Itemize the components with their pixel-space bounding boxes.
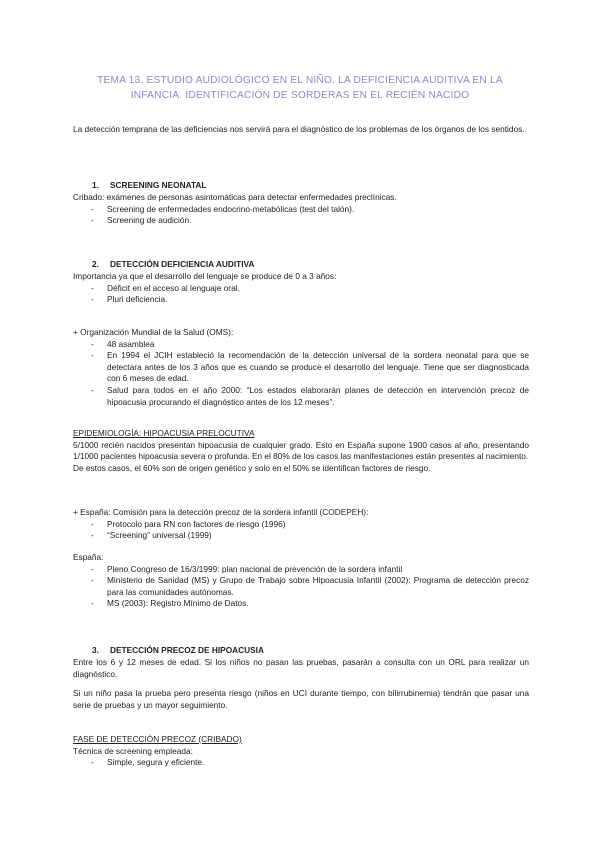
list-item: - Déficit en el acceso al lenguaje oral. xyxy=(91,282,240,293)
list-item: - Screening de enfermedades endocrino-metabólicas (test del talón). xyxy=(91,203,355,214)
bullet-dash: - xyxy=(91,338,94,349)
epidemiology-text: 5/1000 recién nacidos presentan hipoacusia de cualquier grado. Esto en España supone 1900 casos al año, presentando 1/1000 pacientes hipoacusia severa o profunda. En el 80% de los casos las manifestaciones están presentes al nacimiento. xyxy=(73,439,529,462)
epidemiology-heading: EPIDEMIOLOGÍA: HIPOACUSIA PRELOCUTIVA xyxy=(73,428,255,438)
bullet-dash: - xyxy=(91,530,94,541)
title-line-1: TEMA 13. ESTUDIO AUDIOLÓGICO EN EL NIÑO. LA DEFICIENCIA AUDITIVA EN LA xyxy=(97,75,503,86)
spain-lead: + España: Comisión para la detección precoz de la sordera infantil (CODEPEH): xyxy=(73,507,369,517)
list-item: - Pluri deficiencia. xyxy=(91,294,168,305)
list-item: - MS (2003): Registro Mínimo de Datos. xyxy=(91,598,249,609)
title-line-2: INFANCIA. IDENTIFICACIÓN DE SORDERAS EN EL RECIÉN NACIDO xyxy=(130,90,470,101)
espana-block xyxy=(73,552,529,610)
oms-block xyxy=(73,327,529,408)
spain-commission-block xyxy=(73,507,529,542)
section-3-heading xyxy=(92,645,264,657)
section-1-heading xyxy=(92,180,207,192)
bullet-dash: - xyxy=(91,384,94,395)
section-3-paragraph-1: Entre los 6 y 12 meses de edad. Si los niños no pasan las pruebas, pasarán a consulta con un ORL para realizar un diagnóstico. xyxy=(73,657,529,679)
intro-paragraph: La detección temprana de las deficiencias nos servirá para el diagnóstico de los problemas de los órganos de los sentidos. xyxy=(73,124,525,134)
bullet-dash: - xyxy=(91,350,94,361)
bullet-dash: - xyxy=(91,563,94,574)
section-1-lead: Cribado: exámenes de personas asintomáticas para detectar enfermedades preclínicas. xyxy=(73,192,397,202)
bullet-dash: - xyxy=(91,757,94,768)
section-2-body xyxy=(73,271,529,306)
bullet-dash: - xyxy=(91,203,94,214)
section-3-title: DETECCIÓN PRECOZ DE HIPOACUSIA xyxy=(110,645,264,655)
list-item: - En 1994 el JCIH estableció la recomendación de la detección universal de la sordera neonatal para que se detectara antes de los 3 años que es cuando se produce el desarrollo del lenguaje. Tiene que ser diagnosticada con 6 meses de edad. xyxy=(91,350,529,384)
bullet-dash: - xyxy=(91,598,94,609)
espana-label: España: xyxy=(73,552,104,562)
phase-lead: Técnica de screening empleada: xyxy=(73,745,193,756)
section-1-body xyxy=(73,192,529,227)
phase-block xyxy=(73,734,529,769)
section-2-number: 2. xyxy=(92,259,99,269)
section-2-title: DETECCIÓN DEFICIENCIA AUDITIVA xyxy=(110,259,255,269)
section-3-paragraph-2: Si un niño pasa la prueba pero presenta riesgo (niños en UCI durante tiempo, con bilirrubinemia) tendrán que pasar una serie de pruebas y un mayor seguimiento. xyxy=(73,688,529,710)
bullet-dash: - xyxy=(91,518,94,529)
phase-heading: FASE DE DETECCIÓN PRECOZ (CRIBADO) xyxy=(73,734,242,744)
epidemiology-text-2: De estos casos, el 60% son de origen genético y solo en el 50% se identifican factores de riesgo. xyxy=(73,462,431,473)
section-1-title: SCREENING NEONATAL xyxy=(110,180,207,190)
document-title xyxy=(60,73,540,103)
list-item: - Ministerio de Sanidad (MS) y Grupo de Trabajo sobre Hipoacusia Infantil (2002): Programa de detección precoz para las comunidades autónomas. xyxy=(91,575,529,597)
list-item: - Simple, segura y eficiente. xyxy=(91,757,205,768)
list-item: - Screening de audición. xyxy=(91,215,192,226)
list-item: - 48 asamblea xyxy=(91,338,155,349)
bullet-dash: - xyxy=(91,575,94,586)
list-item: - “Screening” universal (1999) xyxy=(91,530,212,541)
list-item: - Salud para todos en el año 2000: “Los estados elaborarán planes de detección en intervención precoz de hipoacusia procurando el diagnóstico antes de los 12 meses”. xyxy=(91,384,529,407)
list-item: - Protocolo para RN con factores de riesgo (1996) xyxy=(91,518,286,529)
epidemiology-block xyxy=(73,428,529,474)
bullet-dash: - xyxy=(91,294,94,305)
oms-lead: + Organización Mundial de la Salud (OMS): xyxy=(73,327,234,337)
list-item: - Pleno Congreso de 16/3/1999: plan nacional de prevención de la sordera infantil xyxy=(91,563,403,574)
section-2-heading xyxy=(92,259,254,271)
bullet-dash: - xyxy=(91,282,94,293)
section-1-number: 1. xyxy=(92,180,99,190)
bullet-dash: - xyxy=(91,215,94,226)
section-3-number: 3. xyxy=(92,645,99,655)
section-2-lead: Importancia ya que el desarrollo del lenguaje se produce de 0 a 3 años: xyxy=(73,271,337,281)
